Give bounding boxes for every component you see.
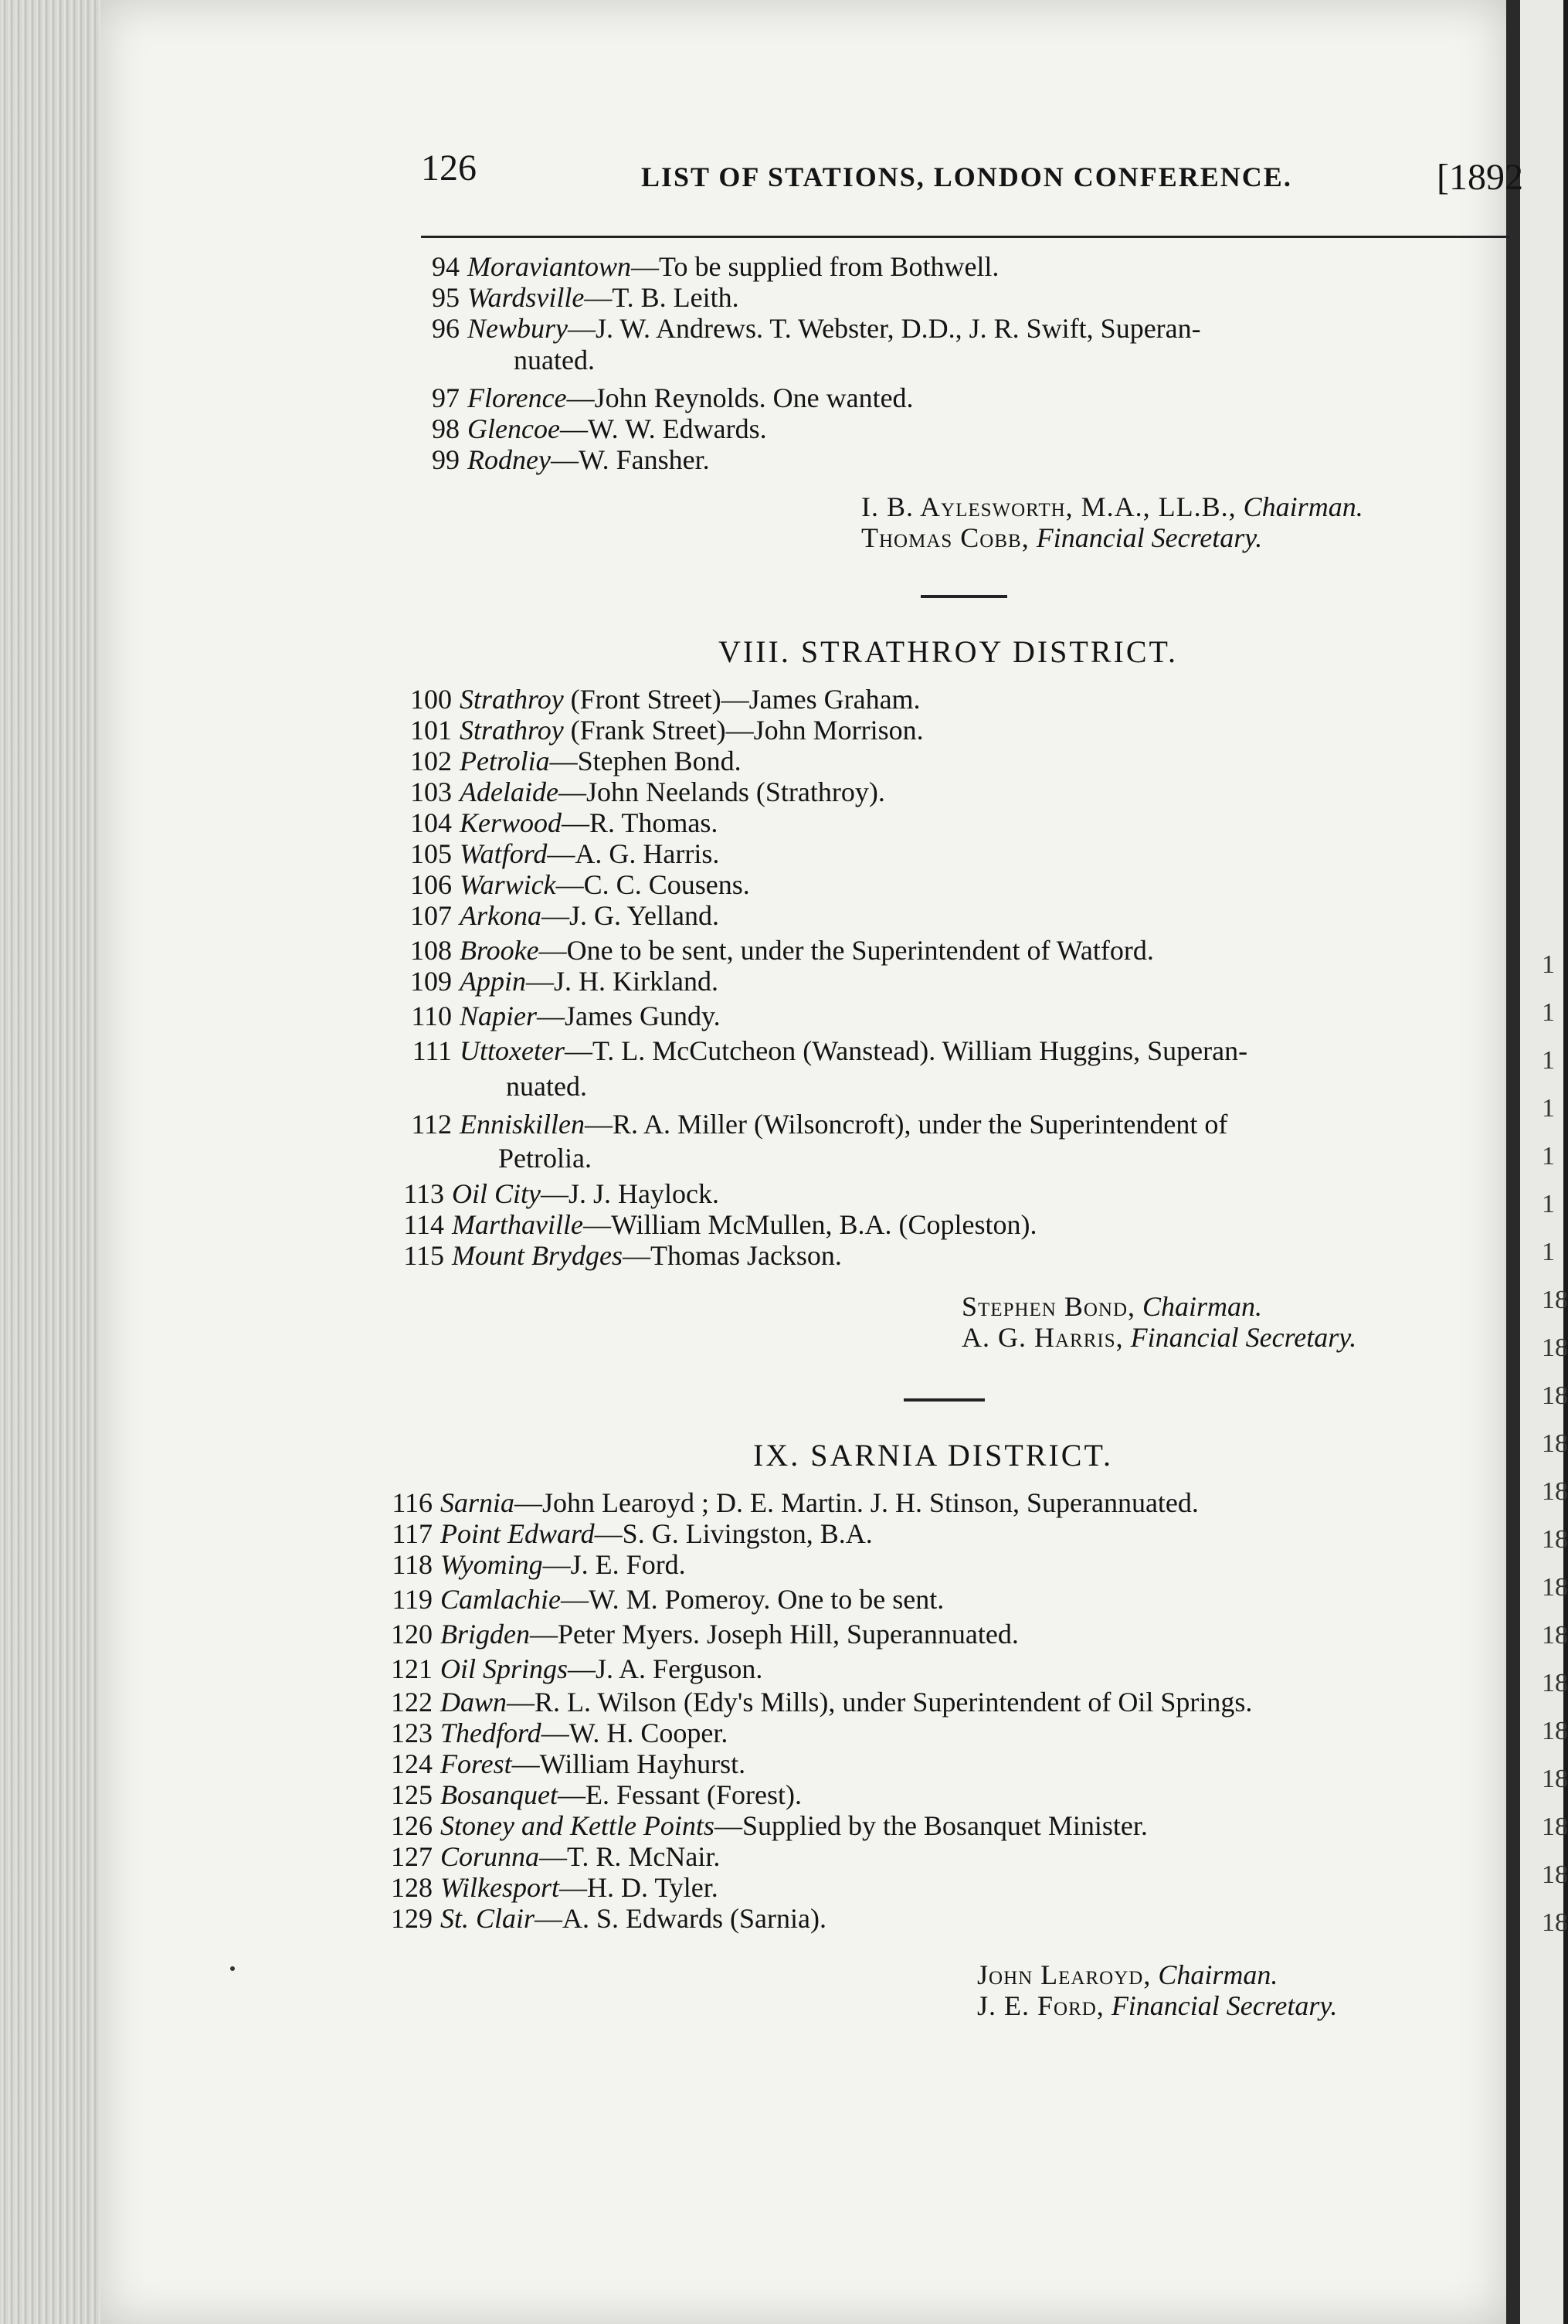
list-item: 122 Dawn—R. L. Wilson (Edy's Mills), under Superintendent of Oil Springs. xyxy=(391,1687,1253,1718)
edge-fragment: 18 xyxy=(1542,1381,1568,1410)
district-heading: IX. SARNIA DISTRICT. xyxy=(753,1438,1113,1473)
edge-fragment: 18 xyxy=(1542,1621,1568,1650)
edge-fragment: 18 xyxy=(1542,1717,1568,1745)
header-rule xyxy=(421,236,1510,238)
list-item: 103 Adelaide—John Neelands (Strathroy). xyxy=(410,776,885,807)
list-item: 95 Wardsville—T. B. Leith. xyxy=(432,282,739,313)
list-item: 126 Stoney and Kettle Points—Supplied by the Bosanquet Minister. xyxy=(391,1810,1148,1841)
page-header xyxy=(421,147,1523,201)
list-item: 121 Oil Springs—J. A. Ferguson. xyxy=(391,1653,763,1684)
continuation-text: nuated. xyxy=(514,345,595,375)
edge-fragment: 1 xyxy=(1542,1046,1555,1075)
list-item: 107 Arkona—J. G. Yelland. xyxy=(410,900,720,931)
secretary-signature: A. G. Harris, Financial Secretary. xyxy=(962,1322,1357,1353)
edge-fragment: 18 xyxy=(1542,1813,1568,1841)
section-divider xyxy=(921,595,1007,598)
list-item: 125 Bosanquet—E. Fessant (Forest). xyxy=(391,1779,802,1810)
chairman-signature: Stephen Bond, Chairman. xyxy=(962,1291,1263,1322)
list-item: 113 Oil City—J. J. Haylock. xyxy=(403,1178,719,1209)
edge-fragment: 1 xyxy=(1542,950,1555,979)
list-item: 119 Camlachie—W. M. Pomeroy. One to be sent. xyxy=(392,1584,945,1615)
list-item: 124 Forest—William Hayhurst. xyxy=(391,1748,746,1779)
continuation-text: Petrolia. xyxy=(498,1143,592,1174)
list-item: 97 Florence—John Reynolds. One wanted. xyxy=(432,382,914,413)
list-item: 123 Thedford—W. H. Cooper. xyxy=(391,1718,728,1748)
list-item: 112 Enniskillen—R. A. Miller (Wilsoncroft), under the Superintendent of xyxy=(411,1109,1228,1140)
edge-fragment: 1 xyxy=(1542,1142,1555,1170)
edge-fragment: 18 xyxy=(1542,1477,1568,1506)
edge-fragment: 1 xyxy=(1542,998,1555,1027)
list-item: 104 Kerwood—R. Thomas. xyxy=(410,807,718,838)
edge-fragment: 1 xyxy=(1542,1238,1555,1266)
list-item: 120 Brigden—Peter Myers. Joseph Hill, Superannuated. xyxy=(391,1619,1019,1650)
running-title: LIST OF STATIONS, LONDON CONFERENCE. xyxy=(641,161,1292,192)
list-item: 94 Moraviantown—To be supplied from Bothwell. xyxy=(432,251,1000,282)
list-item: 127 Corunna—T. R. McNair. xyxy=(391,1841,721,1872)
edge-fragment: 18 xyxy=(1542,1286,1568,1314)
list-item: 101 Strathroy (Frank Street)—John Morrison. xyxy=(410,715,924,746)
secretary-signature: J. E. Ford, Financial Secretary. xyxy=(977,1990,1338,2021)
edge-fragment: 1 xyxy=(1542,1190,1555,1218)
list-item: 116 Sarnia—John Learoyd ; D. E. Martin. J. H. Stinson, Superannuated. xyxy=(392,1487,1199,1518)
edge-fragment: 18 xyxy=(1542,1573,1568,1602)
list-item: 110 Napier—James Gundy. xyxy=(411,1001,721,1031)
list-item: 98 Glencoe—W. W. Edwards. xyxy=(432,413,767,444)
district-heading: VIII. STRATHROY DISTRICT. xyxy=(718,634,1178,669)
edge-fragment: 18 xyxy=(1542,1669,1568,1697)
list-item: 100 Strathroy (Front Street)—James Graham. xyxy=(410,684,921,715)
list-item: 102 Petrolia—Stephen Bond. xyxy=(410,746,742,776)
list-item: 115 Mount Brydges—Thomas Jackson. xyxy=(403,1240,842,1271)
continuation-text: nuated. xyxy=(506,1071,587,1102)
chairman-signature: John Learoyd, Chairman. xyxy=(977,1959,1278,1990)
list-item: 96 Newbury—J. W. Andrews. T. Webster, D.D., J. R. Swift, Superan- xyxy=(432,313,1201,344)
edge-fragment: 18 xyxy=(1542,1908,1568,1937)
list-item: 114 Marthaville—William McMullen, B.A. (Copleston). xyxy=(403,1209,1037,1240)
list-item: 117 Point Edward—S. G. Livingston, B.A. xyxy=(392,1518,873,1549)
edge-fragment: 18 xyxy=(1542,1860,1568,1889)
page-number: 126 xyxy=(421,148,477,189)
list-item: 128 Wilkesport—H. D. Tyler. xyxy=(391,1872,718,1903)
year-marker: [1892 xyxy=(1437,157,1523,198)
list-item: 106 Warwick—C. C. Cousens. xyxy=(410,869,750,900)
list-item: 129 St. Clair—A. S. Edwards (Sarnia). xyxy=(391,1903,826,1934)
edge-fragment: 18 xyxy=(1542,1429,1568,1458)
chairman-signature: I. B. Aylesworth, M.A., LL.B., Chairman. xyxy=(861,491,1363,522)
section-divider xyxy=(904,1398,985,1402)
list-item: 99 Rodney—W. Fansher. xyxy=(432,444,710,475)
secretary-signature: Thomas Cobb, Financial Secretary. xyxy=(861,522,1263,553)
list-item: 109 Appin—J. H. Kirkland. xyxy=(410,966,718,997)
list-item: 111 Uttoxeter—T. L. McCutcheon (Wanstead). William Huggins, Superan- xyxy=(412,1035,1248,1066)
list-item: 105 Watford—A. G. Harris. xyxy=(410,838,720,869)
list-item: 118 Wyoming—J. E. Ford. xyxy=(392,1549,686,1580)
ink-speck xyxy=(230,1966,235,1971)
edge-fragment: 18 xyxy=(1542,1525,1568,1554)
edge-fragment: 18 xyxy=(1542,1334,1568,1362)
edge-fragment: 18 xyxy=(1542,1765,1568,1793)
edge-fragment: 1 xyxy=(1542,1094,1555,1123)
book-page xyxy=(100,0,1506,2324)
list-item: 108 Brooke—One to be sent, under the Superintendent of Watford. xyxy=(410,935,1154,966)
